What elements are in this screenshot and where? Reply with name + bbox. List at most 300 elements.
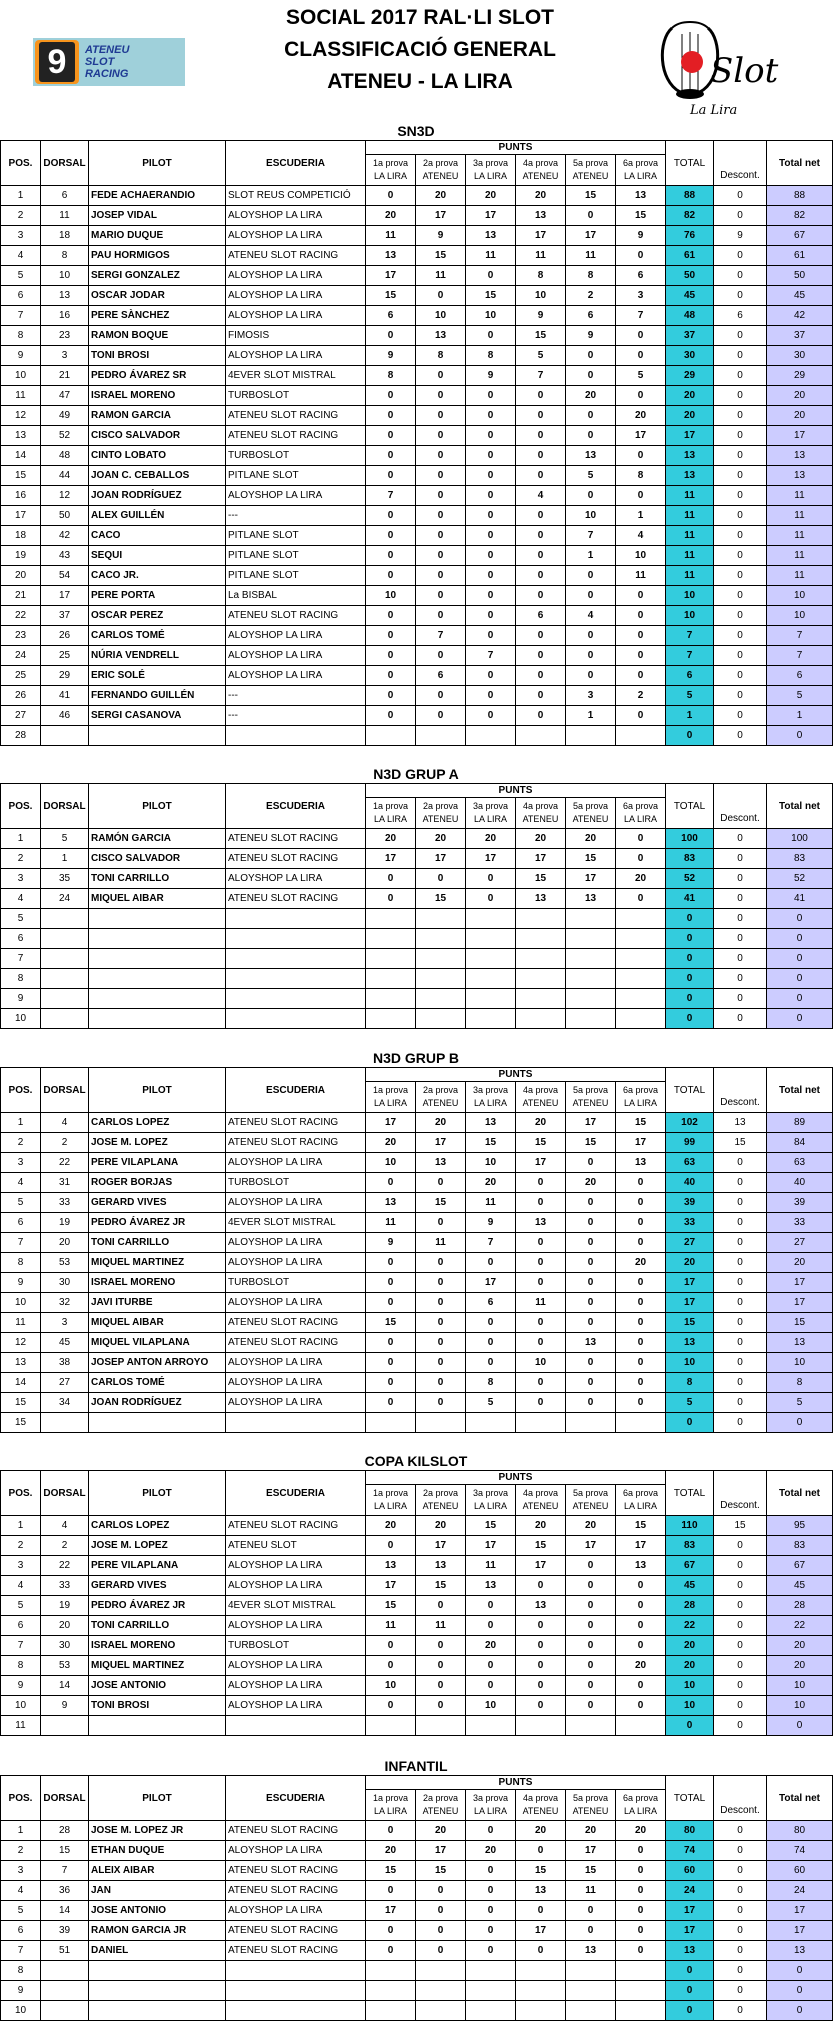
- descont-cell: 0: [714, 606, 767, 626]
- points-cell: 0: [366, 1173, 416, 1193]
- dorsal-cell: [41, 949, 89, 969]
- total-cell: 17: [666, 1901, 714, 1921]
- points-cell: 20: [616, 1821, 666, 1841]
- points-cell: 1: [616, 506, 666, 526]
- header-prova: [416, 1082, 466, 1113]
- pos-cell: 10: [1, 2001, 41, 2021]
- escuderia-cell: ALOYSHOP LA LIRA: [226, 286, 366, 306]
- points-cell: [516, 1716, 566, 1736]
- points-cell: 10: [516, 1353, 566, 1373]
- total-cell: 45: [666, 286, 714, 306]
- points-cell: 13: [516, 206, 566, 226]
- descont-cell: 0: [714, 206, 767, 226]
- total-net-cell: 17: [767, 1273, 833, 1293]
- descont-cell: 0: [714, 829, 767, 849]
- descont-cell: 0: [714, 626, 767, 646]
- dorsal-cell: 1: [41, 849, 89, 869]
- points-cell: 11: [466, 1556, 516, 1576]
- total-net-cell: 88: [767, 186, 833, 206]
- points-cell: 0: [366, 426, 416, 446]
- table-row: [1, 1696, 833, 1716]
- points-cell: 17: [566, 869, 616, 889]
- points-cell: 0: [416, 1213, 466, 1233]
- dorsal-cell: 25: [41, 646, 89, 666]
- dorsal-cell: 49: [41, 406, 89, 426]
- points-cell: 20: [466, 1636, 516, 1656]
- points-cell: 17: [466, 1536, 516, 1556]
- table-row: [1, 1353, 833, 1373]
- prova-name: 2a prova: [422, 1793, 459, 1803]
- descont-cell: 0: [714, 1009, 767, 1029]
- points-cell: 0: [516, 1941, 566, 1961]
- dorsal-cell: 53: [41, 1253, 89, 1273]
- points-cell: 0: [516, 386, 566, 406]
- table-row: [1, 186, 833, 206]
- points-cell: 0: [616, 1881, 666, 1901]
- points-cell: 13: [416, 326, 466, 346]
- points-cell: 0: [366, 1881, 416, 1901]
- points-cell: 10: [616, 546, 666, 566]
- section-title: SN3D: [397, 123, 435, 139]
- pos-cell: 26: [1, 686, 41, 706]
- points-cell: 0: [516, 426, 566, 446]
- total-cell: 5: [666, 1393, 714, 1413]
- points-cell: 0: [416, 1353, 466, 1373]
- pilot-cell: RAMÓN GARCIA: [89, 829, 226, 849]
- header-prova: [366, 798, 416, 829]
- table-row: [1, 1961, 833, 1981]
- points-cell: 13: [616, 1153, 666, 1173]
- total-net-cell: 10: [767, 586, 833, 606]
- points-cell: 17: [416, 1536, 466, 1556]
- points-cell: 0: [516, 466, 566, 486]
- pos-cell: 5: [1, 1193, 41, 1213]
- header-prova: [566, 1082, 616, 1113]
- points-cell: [366, 1961, 416, 1981]
- points-cell: 6: [366, 306, 416, 326]
- points-cell: 0: [466, 1861, 516, 1881]
- pos-cell: 8: [1, 1253, 41, 1273]
- dorsal-cell: 16: [41, 306, 89, 326]
- total-net-cell: 11: [767, 566, 833, 586]
- points-cell: 20: [516, 1516, 566, 1536]
- total-net-cell: 0: [767, 1009, 833, 1029]
- pilot-cell: MARIO DUQUE: [89, 226, 226, 246]
- points-cell: [516, 969, 566, 989]
- descont-cell: 0: [714, 1696, 767, 1716]
- points-cell: 8: [516, 266, 566, 286]
- table-row: [1, 346, 833, 366]
- escuderia-cell: ATENEU SLOT RACING: [226, 1333, 366, 1353]
- points-cell: [466, 989, 516, 1009]
- pilot-cell: JOSE M. LOPEZ: [89, 1133, 226, 1153]
- escuderia-cell: ALOYSHOP LA LIRA: [226, 266, 366, 286]
- pilot-cell: [89, 2001, 226, 2021]
- points-cell: [616, 1413, 666, 1433]
- header-punts: PUNTS: [366, 784, 666, 798]
- points-cell: 0: [516, 506, 566, 526]
- table-row: [1, 1841, 833, 1861]
- descont-cell: 0: [714, 546, 767, 566]
- points-cell: 0: [566, 566, 616, 586]
- pos-cell: 6: [1, 1921, 41, 1941]
- points-cell: 0: [566, 1636, 616, 1656]
- total-cell: 17: [666, 1273, 714, 1293]
- dorsal-cell: 48: [41, 446, 89, 466]
- pilot-cell: GERARD VIVES: [89, 1193, 226, 1213]
- total-cell: 63: [666, 1153, 714, 1173]
- title-line: CLASSIFICACIÓ GENERAL: [284, 38, 556, 61]
- table-row: [1, 1413, 833, 1433]
- prova-venue: ATENEU: [572, 814, 609, 824]
- header-pos: POS.: [1, 1068, 41, 1113]
- points-cell: 0: [366, 1821, 416, 1841]
- total-cell: 61: [666, 246, 714, 266]
- descont-cell: 0: [714, 1821, 767, 1841]
- points-cell: [616, 969, 666, 989]
- points-cell: 0: [566, 1373, 616, 1393]
- dorsal-cell: 17: [41, 586, 89, 606]
- points-cell: [516, 1961, 566, 1981]
- total-cell: 52: [666, 869, 714, 889]
- table-row: [1, 286, 833, 306]
- points-cell: [466, 726, 516, 746]
- pilot-cell: ETHAN DUQUE: [89, 1841, 226, 1861]
- points-cell: 0: [516, 706, 566, 726]
- points-cell: 5: [516, 346, 566, 366]
- pilot-cell: ISRAEL MORENO: [89, 1636, 226, 1656]
- table-row: [1, 1861, 833, 1881]
- pilot-cell: [89, 1961, 226, 1981]
- points-cell: 0: [416, 1293, 466, 1313]
- descont-cell: 0: [714, 666, 767, 686]
- pos-cell: 11: [1, 1313, 41, 1333]
- points-cell: 7: [416, 626, 466, 646]
- points-cell: 20: [566, 829, 616, 849]
- points-cell: 0: [516, 1173, 566, 1193]
- prova-name: 6a prova: [622, 1488, 659, 1498]
- points-cell: 0: [566, 1153, 616, 1173]
- header-prova: [516, 1082, 566, 1113]
- pilot-cell: JOAN C. CEBALLOS: [89, 466, 226, 486]
- points-cell: 15: [616, 1516, 666, 1536]
- table-row: [1, 1821, 833, 1841]
- points-cell: 0: [466, 566, 516, 586]
- points-cell: 15: [516, 1133, 566, 1153]
- escuderia-cell: ATENEU SLOT RACING: [226, 426, 366, 446]
- total-net-cell: 42: [767, 306, 833, 326]
- points-cell: 0: [566, 346, 616, 366]
- table-row: [1, 1193, 833, 1213]
- escuderia-cell: ALOYSHOP LA LIRA: [226, 666, 366, 686]
- points-cell: 0: [616, 386, 666, 406]
- total-cell: 20: [666, 1253, 714, 1273]
- dorsal-cell: 5: [41, 829, 89, 849]
- pilot-cell: JAVI ITURBE: [89, 1293, 226, 1313]
- dorsal-cell: [41, 1413, 89, 1433]
- total-net-cell: 39: [767, 1193, 833, 1213]
- points-cell: [566, 929, 616, 949]
- points-cell: 0: [466, 1921, 516, 1941]
- pilot-cell: RAMON GARCIA: [89, 406, 226, 426]
- points-cell: 9: [566, 326, 616, 346]
- classification-table: [0, 140, 833, 746]
- prova-venue: ATENEU: [572, 1806, 609, 1816]
- table-row: [1, 1596, 833, 1616]
- pos-cell: 6: [1, 1616, 41, 1636]
- dorsal-cell: 4: [41, 1516, 89, 1536]
- points-cell: 0: [516, 566, 566, 586]
- points-cell: 0: [366, 1373, 416, 1393]
- prova-venue: LA LIRA: [623, 171, 658, 181]
- total-cell: 99: [666, 1133, 714, 1153]
- dorsal-cell: 7: [41, 1861, 89, 1881]
- points-cell: 20: [466, 829, 516, 849]
- points-cell: [366, 1981, 416, 2001]
- points-cell: 0: [366, 1273, 416, 1293]
- points-cell: 20: [466, 186, 516, 206]
- dorsal-cell: 50: [41, 506, 89, 526]
- descont-cell: 0: [714, 949, 767, 969]
- dorsal-cell: 3: [41, 346, 89, 366]
- total-cell: 60: [666, 1861, 714, 1881]
- total-net-cell: 20: [767, 386, 833, 406]
- pos-cell: 8: [1, 1656, 41, 1676]
- points-cell: 0: [566, 1353, 616, 1373]
- points-cell: [366, 1716, 416, 1736]
- escuderia-cell: ALOYSHOP LA LIRA: [226, 1676, 366, 1696]
- points-cell: 11: [416, 1616, 466, 1636]
- prova-venue: ATENEU: [572, 1501, 609, 1511]
- pilot-cell: ERIC SOLÉ: [89, 666, 226, 686]
- table-row: [1, 1233, 833, 1253]
- points-cell: 0: [516, 1576, 566, 1596]
- descont-cell: 0: [714, 909, 767, 929]
- escuderia-cell: ALOYSHOP LA LIRA: [226, 1193, 366, 1213]
- header-prova: [466, 798, 516, 829]
- points-cell: 0: [566, 1273, 616, 1293]
- points-cell: 13: [516, 1596, 566, 1616]
- points-cell: 11: [566, 1881, 616, 1901]
- descont-cell: 13: [714, 1113, 767, 1133]
- pos-cell: 4: [1, 246, 41, 266]
- points-cell: 0: [616, 1861, 666, 1881]
- escuderia-cell: ---: [226, 686, 366, 706]
- total-cell: 0: [666, 1981, 714, 2001]
- prova-name: 2a prova: [422, 1488, 459, 1498]
- total-net-cell: 80: [767, 1821, 833, 1841]
- points-cell: 10: [416, 306, 466, 326]
- pilot-cell: CARLOS LOPEZ: [89, 1516, 226, 1536]
- points-cell: 0: [366, 466, 416, 486]
- title-line: SOCIAL 2017 RAL·LI SLOT: [286, 6, 554, 29]
- points-cell: 0: [366, 1941, 416, 1961]
- total-cell: 30: [666, 346, 714, 366]
- points-cell: 17: [516, 849, 566, 869]
- total-cell: 17: [666, 426, 714, 446]
- points-cell: 20: [366, 206, 416, 226]
- pilot-cell: FEDE ACHAERANDIO: [89, 186, 226, 206]
- prova-name: 5a prova: [572, 801, 609, 811]
- dorsal-cell: 30: [41, 1636, 89, 1656]
- descont-cell: 0: [714, 586, 767, 606]
- pos-cell: 2: [1, 849, 41, 869]
- points-cell: 0: [416, 1393, 466, 1413]
- descont-cell: 0: [714, 1921, 767, 1941]
- points-cell: 8: [466, 346, 516, 366]
- pos-cell: 15: [1, 1393, 41, 1413]
- points-cell: 0: [616, 1293, 666, 1313]
- points-cell: [366, 1413, 416, 1433]
- pos-cell: 7: [1, 1636, 41, 1656]
- points-cell: [516, 1009, 566, 1029]
- prova-venue: LA LIRA: [373, 171, 408, 181]
- total-cell: 0: [666, 969, 714, 989]
- dorsal-cell: 47: [41, 386, 89, 406]
- points-cell: 0: [366, 1536, 416, 1556]
- descont-cell: 0: [714, 849, 767, 869]
- table-row: [1, 829, 833, 849]
- points-cell: [466, 1981, 516, 2001]
- points-cell: 0: [616, 1676, 666, 1696]
- table-row: [1, 1901, 833, 1921]
- points-cell: [616, 726, 666, 746]
- pilot-cell: JOSEP VIDAL: [89, 206, 226, 226]
- table-row: [1, 969, 833, 989]
- descont-cell: 0: [714, 1213, 767, 1233]
- dorsal-cell: 31: [41, 1173, 89, 1193]
- points-cell: 11: [516, 1293, 566, 1313]
- points-cell: [366, 1009, 416, 1029]
- points-cell: 0: [416, 366, 466, 386]
- points-cell: 13: [566, 889, 616, 909]
- total-cell: 45: [666, 1576, 714, 1596]
- points-cell: [616, 1961, 666, 1981]
- header-pilot: PILOT: [89, 1068, 226, 1113]
- total-cell: 10: [666, 606, 714, 626]
- pilot-cell: JOSE ANTONIO: [89, 1676, 226, 1696]
- table-row: [1, 306, 833, 326]
- table-row: [1, 1393, 833, 1413]
- escuderia-cell: TURBOSLOT: [226, 1173, 366, 1193]
- total-net-cell: 0: [767, 969, 833, 989]
- points-cell: 0: [416, 1676, 466, 1696]
- points-cell: 0: [616, 346, 666, 366]
- points-cell: 11: [616, 566, 666, 586]
- escuderia-cell: [226, 1009, 366, 1029]
- total-net-cell: 37: [767, 326, 833, 346]
- points-cell: [516, 2001, 566, 2021]
- points-cell: 4: [616, 526, 666, 546]
- points-cell: 0: [616, 1193, 666, 1213]
- ateneu-slot-racing-logo: [33, 38, 185, 86]
- points-cell: 0: [616, 326, 666, 346]
- total-net-cell: 0: [767, 1961, 833, 1981]
- escuderia-cell: ALOYSHOP LA LIRA: [226, 486, 366, 506]
- descont-cell: 0: [714, 506, 767, 526]
- descont-cell: 0: [714, 1676, 767, 1696]
- escuderia-cell: ALOYSHOP LA LIRA: [226, 1696, 366, 1716]
- total-cell: 80: [666, 1821, 714, 1841]
- dorsal-cell: 29: [41, 666, 89, 686]
- header-pos: POS.: [1, 1471, 41, 1516]
- dorsal-cell: 24: [41, 889, 89, 909]
- descont-cell: 0: [714, 526, 767, 546]
- table-row: [1, 1881, 833, 1901]
- dorsal-cell: 34: [41, 1393, 89, 1413]
- table-row: [1, 1636, 833, 1656]
- dorsal-cell: [41, 989, 89, 1009]
- points-cell: 0: [466, 586, 516, 606]
- points-cell: 10: [466, 306, 516, 326]
- points-cell: 17: [366, 1113, 416, 1133]
- pilot-cell: ROGER BORJAS: [89, 1173, 226, 1193]
- header-total-net: Total net: [767, 784, 833, 829]
- pilot-cell: [89, 1413, 226, 1433]
- escuderia-cell: ATENEU SLOT: [226, 1536, 366, 1556]
- header-punts: PUNTS: [366, 1471, 666, 1485]
- total-cell: 17: [666, 1921, 714, 1941]
- descont-cell: 0: [714, 326, 767, 346]
- pos-cell: 5: [1, 909, 41, 929]
- points-cell: 17: [566, 226, 616, 246]
- header-total: TOTAL: [666, 1471, 714, 1516]
- escuderia-cell: [226, 989, 366, 1009]
- points-cell: 0: [416, 646, 466, 666]
- points-cell: 8: [466, 1373, 516, 1393]
- header-pos: POS.: [1, 784, 41, 829]
- prova-name: 3a prova: [472, 1488, 509, 1498]
- points-cell: 15: [366, 1313, 416, 1333]
- total-cell: 5: [666, 686, 714, 706]
- points-cell: 0: [616, 606, 666, 626]
- points-cell: 17: [366, 1901, 416, 1921]
- logo-slot-text: Slot: [710, 51, 779, 91]
- descont-cell: 15: [714, 1133, 767, 1153]
- total-net-cell: 30: [767, 346, 833, 366]
- prova-name: 4a prova: [522, 1793, 559, 1803]
- prova-name: 1a prova: [372, 801, 409, 811]
- points-cell: 20: [616, 406, 666, 426]
- points-cell: 9: [466, 366, 516, 386]
- escuderia-cell: ALOYSHOP LA LIRA: [226, 1293, 366, 1313]
- points-cell: 9: [616, 226, 666, 246]
- points-cell: 0: [566, 1556, 616, 1576]
- points-cell: 0: [616, 1901, 666, 1921]
- header-prova: [466, 155, 516, 186]
- points-cell: 0: [616, 1841, 666, 1861]
- total-cell: 10: [666, 1353, 714, 1373]
- table-row: [1, 206, 833, 226]
- points-cell: 0: [366, 1656, 416, 1676]
- table-row: [1, 1373, 833, 1393]
- pilot-cell: [89, 989, 226, 1009]
- descont-cell: 0: [714, 1353, 767, 1373]
- points-cell: 0: [466, 486, 516, 506]
- prova-venue: LA LIRA: [373, 814, 408, 824]
- points-cell: 15: [416, 246, 466, 266]
- pos-cell: 3: [1, 1153, 41, 1173]
- points-cell: 11: [366, 1616, 416, 1636]
- pilot-cell: [89, 969, 226, 989]
- table-row: [1, 586, 833, 606]
- header-prova: [466, 1082, 516, 1113]
- points-cell: 15: [616, 1113, 666, 1133]
- table-row: [1, 1273, 833, 1293]
- points-cell: 17: [416, 1841, 466, 1861]
- descont-cell: 0: [714, 386, 767, 406]
- total-net-cell: 50: [767, 266, 833, 286]
